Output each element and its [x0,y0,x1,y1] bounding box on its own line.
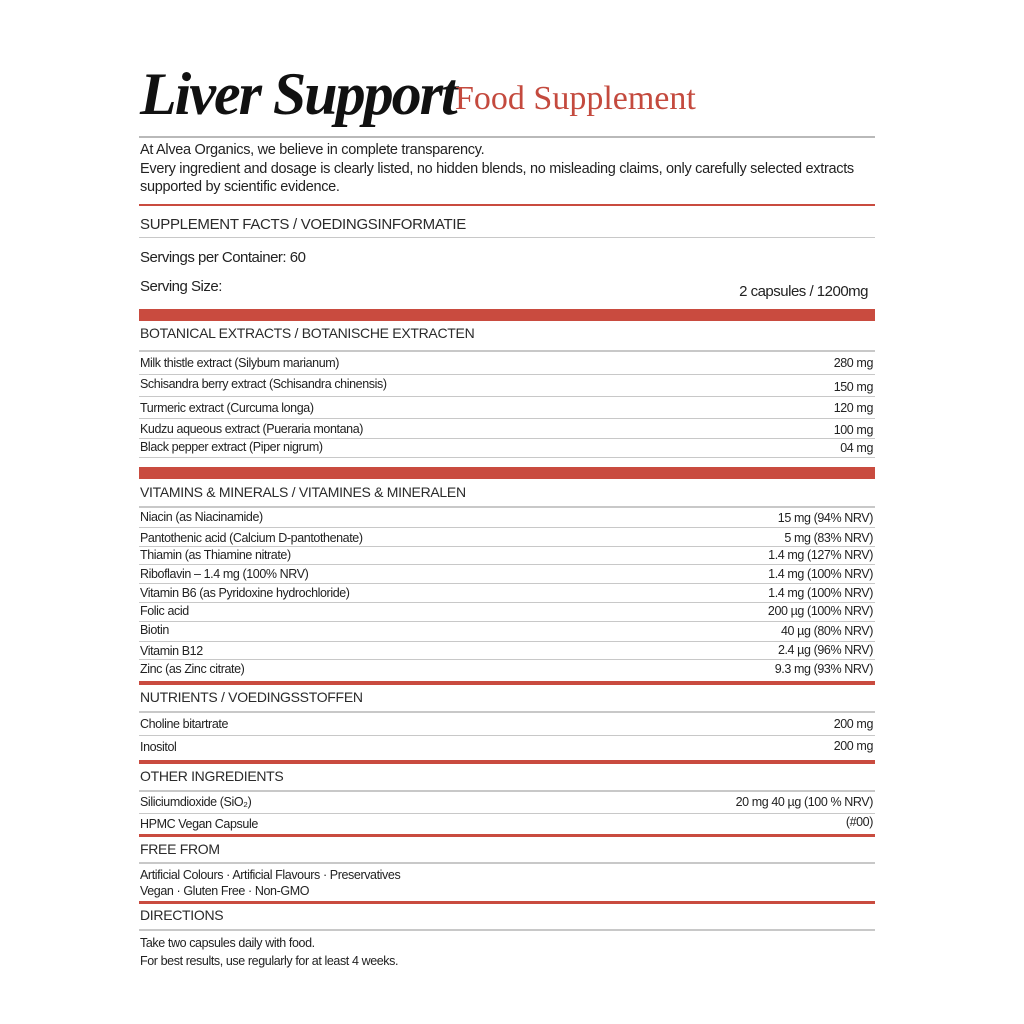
nutrients-heading-rule [139,711,875,713]
botanical-row-name: Black pepper extract (Piper nigrum) [140,440,323,454]
botanical-heading-rule [139,350,875,352]
other-top-rule [139,760,875,764]
botanical-row-name: Kudzu aqueous extract (Pueraria montana) [140,422,364,436]
row-divider [139,641,875,642]
vitamin-row-amount: 15 mg (94% NRV) [777,511,873,525]
directions-line-1: Take two capsules daily with food. [140,936,315,950]
other-row-name: Siliciumdioxide (SiO₂) [140,795,252,809]
row-divider [139,659,875,660]
vitamin-row-name: Pantothenic acid (Calcium D-pantothenate) [140,531,363,545]
nutrient-row-amount: 200 mg [833,717,873,731]
supplement-facts-heading: SUPPLEMENT FACTS / VOEDINGSINFORMATIE [140,216,466,233]
row-divider [139,396,875,397]
vitamin-row-name: Riboflavin – 1.4 mg (100% NRV) [140,567,309,581]
directions-top-rule [139,901,875,904]
intro-divider [139,204,875,206]
nutrient-row-name: Choline bitartrate [140,717,228,731]
facts-divider [139,237,875,238]
directions-heading-rule [139,929,875,931]
serving-size-label: Serving Size: [140,278,222,295]
botanical-row-amount: 120 mg [833,401,873,415]
page-subtitle: Food Supplement [455,80,696,117]
intro-line-2: Every ingredient and dosage is clearly listed, no hidden blends, no misleading claims, only carefully selected extracts [140,161,854,177]
row-divider [139,602,875,603]
page-title: Liver Support [140,61,456,127]
vitamin-row-amount: 1.4 mg (127% NRV) [768,548,873,562]
free-from-top-rule [139,834,875,837]
vitamin-row-name: Niacin (as Niacinamide) [140,510,263,524]
vitamin-row-amount: 2.4 µg (96% NRV) [777,643,873,657]
row-divider [139,813,875,814]
other-row-amount: 20 mg 40 µg (100 % NRV) [735,795,873,809]
row-divider [139,621,875,622]
botanical-top-bar [139,309,875,321]
intro-line-3: supported by scientific evidence. [140,179,340,195]
vitamin-row-name: Biotin [140,623,169,637]
botanical-row-name: Milk thistle extract (Silybum marianum) [140,356,340,370]
nutrients-heading: NUTRIENTS / VOEDINGSSTOFFEN [140,689,363,705]
title-divider [139,136,875,138]
nutrient-row-name: Inositol [140,740,177,754]
botanical-row-name: Schisandra berry extract (Schisandra chinensis) [140,377,387,391]
other-row-name: HPMC Vegan Capsule [140,817,258,831]
botanical-row-amount: 100 mg [833,423,873,437]
directions-heading: DIRECTIONS [140,907,224,923]
vitamin-row-amount: 9.3 mg (93% NRV) [774,662,873,676]
botanical-row-amount: 04 mg [840,441,873,455]
vitamins-top-bar [139,467,875,479]
row-divider [139,564,875,565]
row-divider [139,438,875,439]
vitamin-row-name: Zinc (as Zinc citrate) [140,662,245,676]
nutrient-row-amount: 200 mg [833,739,873,753]
free-from-heading: FREE FROM [140,841,220,857]
row-divider [139,457,875,458]
other-ingredients-heading: OTHER INGREDIENTS [140,768,284,784]
intro-line-1: At Alvea Organics, we believe in complete transparency. [140,142,485,158]
botanical-heading: BOTANICAL EXTRACTS / BOTANISCHE EXTRACTEN [140,325,475,341]
servings-per-container: Servings per Container: 60 [140,249,306,266]
nutrients-top-rule [139,681,875,685]
vitamin-row-name: Vitamin B12 [140,644,203,658]
vitamin-row-amount: 40 µg (80% NRV) [781,624,873,638]
serving-size-value: 2 capsules / 1200mg [739,283,868,300]
botanical-row-amount: 280 mg [833,356,873,370]
vitamin-row-amount: 5 mg (83% NRV) [784,531,873,545]
row-divider [139,735,875,736]
vitamin-row-name: Folic acid [140,604,189,618]
other-heading-rule [139,790,875,792]
vitamin-row-name: Vitamin B6 (as Pyridoxine hydrochloride) [140,586,350,600]
other-row-amount: (#00) [845,815,873,829]
directions-line-2: For best results, use regularly for at least 4 weeks. [140,954,399,968]
row-divider [139,546,875,547]
free-from-line-1: Artificial Colours · Artificial Flavours · Preservatives [140,868,401,882]
vitamins-heading: VITAMINS & MINERALS / VITAMINES & MINERALEN [140,484,466,500]
vitamin-row-amount: 1.4 mg (100% NRV) [768,586,873,600]
vitamin-row-amount: 1.4 mg (100% NRV) [768,567,873,581]
free-from-line-2: Vegan · Gluten Free · Non-GMO [140,884,310,898]
botanical-row-amount: 150 mg [833,380,873,394]
row-divider [139,374,875,375]
row-divider [139,527,875,528]
row-divider [139,583,875,584]
vitamin-row-name: Thiamin (as Thiamine nitrate) [140,548,291,562]
vitamin-row-amount: 200 µg (100% NRV) [767,604,873,618]
botanical-row-name: Turmeric extract (Curcuma longa) [140,401,314,415]
row-divider [139,418,875,419]
vitamins-heading-rule [139,506,875,508]
free-from-heading-rule [139,862,875,864]
